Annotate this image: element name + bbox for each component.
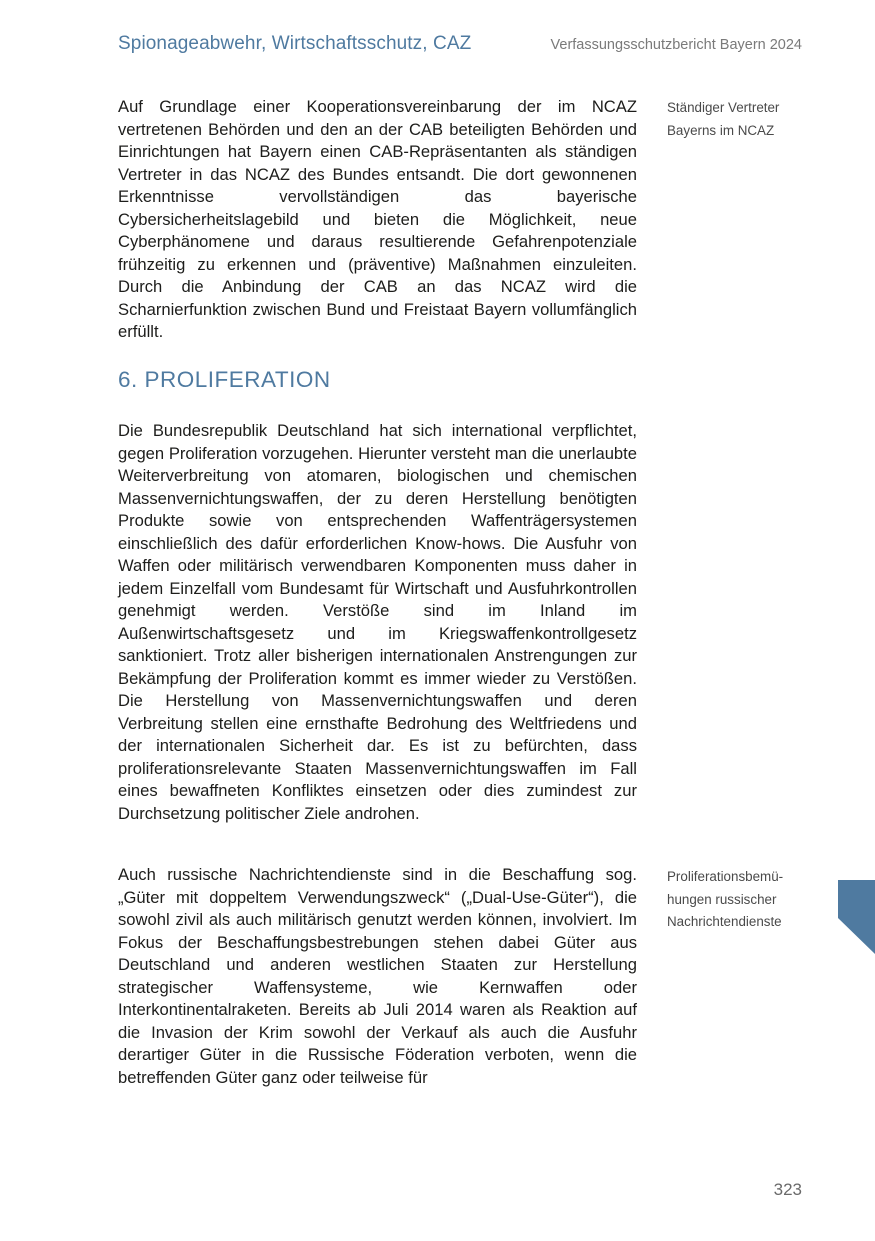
margin-note-proliferation — [667, 866, 807, 934]
body-text: Auch russische Nachrichtendienste sind in die Beschaffung sog. „Güter mit doppeltem Verwendungszweck“ („Dual-Use-Güter“), die sowohl zivil als auch militärisch genutzt werden können, involviert. Im Fokus der Beschaffungsbestrebungen stehen dabei Güter aus Deutschland und anderen westlichen Staaten zur Herstellung strategischer Waffensysteme, wie Kernwaffen oder Interkontinentalraketen. Bereits ab Juli 2014 waren als Reaktion auf die Invasion der Krim sowohl der Verkauf als auch die Ausfuhr derartiger Güter in die Russische Föderation verboten, wenn die betreffenden Güter ganz oder teilweise für — [118, 865, 637, 1087]
paragraph-ncaz — [118, 96, 637, 344]
margin-note-ncaz — [667, 97, 807, 142]
margin-note-line: Nachrichtendienste — [667, 914, 782, 929]
section-proliferation — [118, 364, 637, 825]
margin-note-line: hungen russischer — [667, 891, 777, 907]
margin-note-line: Proliferationsbemü- — [667, 869, 784, 884]
section-heading: 6. PROLIFERATION — [118, 367, 331, 392]
page-number: 323 — [773, 1180, 802, 1199]
margin-note-line: Ständiger Vertreter — [667, 100, 780, 115]
body-text: Auf Grundlage einer Kooperationsvereinbarung der im NCAZ vertretenen Behörden und den an der CAB beteiligten Behörden und Einrichtungen hat Bayern einen CAB-Repräsentanten als ständigen Vertreter in das NCAZ des Bundes entsandt. Die dort gewonnenen Erkenntnisse vervollständigen das bayerische Cybersicherheitslagebild und bieten die Möglichkeit, neue Cyberphänomene und daraus resultierende Gefahrenpotenziale frühzeitig zu erkennen und (präventive) Maßnahmen einzuleiten. Durch die Anbindung der CAB an das NCAZ wird die Scharnierfunktion zwischen Bund und Freistaat Bayern vollumfänglich erfüllt. — [118, 97, 637, 341]
paragraph-russian-services — [118, 864, 637, 1089]
body-text: Die Bundesrepublik Deutschland hat sich international verpflichtet, gegen Proliferation vorzugehen. Hierunter versteht man die unerlaubte Weiterverbreitung von atomaren, biologischen und chemischen Massenvernichtungswaffen, der zu deren Herstellung benötigten Produkte sowie von entsprechenden Waffenträgersystemen einschließlich des dafür erforderlichen Know-hows. Die Ausfuhr von Waffen oder militärisch verwendbaren Komponenten muss daher in jedem Einzelfall vom Bundesamt für Wirtschaft und Ausfuhrkontrollen genehmigt werden. Verstöße sind im Inland im Außenwirtschaftsgesetz und im Kriegswaffenkontrollgesetz sanktioniert. Trotz aller bisherigen internationalen Anstrengungen zur Bekämpfung der Proliferation kommt es immer wieder zu Verstößen. Die Herstellung von Massenvernichtungswaffen und deren Verbreitung stellen eine ernsthafte Bedrohung des Weltfriedens und der internationalen Sicherheit dar. Es ist zu befürchten, dass proliferationsrelevante Staaten Massenvernichtungswaffen im Fall eines bewaffneten Konfliktes einsetzen oder dies zumindest zur Durchsetzung politischer Ziele androhen. — [118, 421, 637, 823]
chapter-marker-tab-icon — [838, 880, 875, 954]
margin-note-line: Bayerns im NCAZ — [667, 122, 775, 138]
running-header-report-title: Verfassungsschutzbericht Bayern 2024 — [550, 37, 802, 53]
running-header-chapter: Spionageabwehr, Wirtschaftsschutz, CAZ — [118, 33, 472, 54]
